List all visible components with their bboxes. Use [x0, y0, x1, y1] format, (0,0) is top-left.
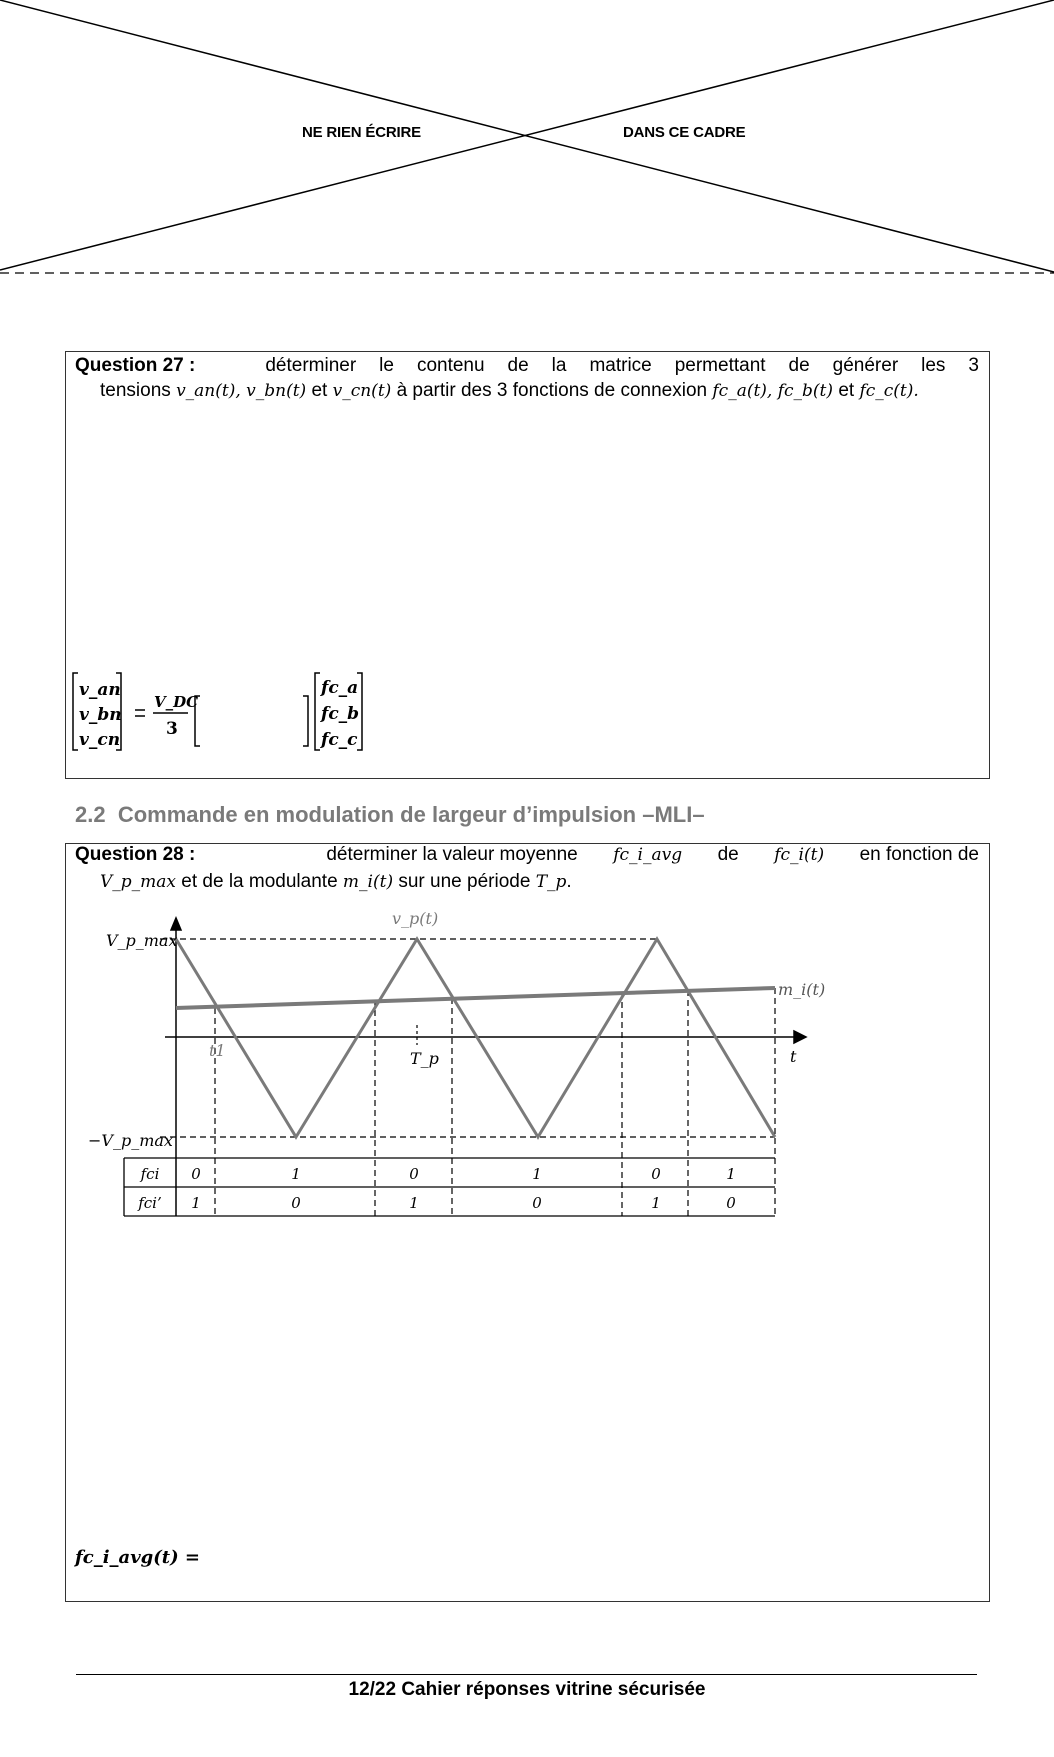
section-title: Commande en modulation de largeur d’impulsion –MLI– — [117, 802, 705, 827]
table-cell: 1 — [409, 1194, 419, 1212]
question-28-title: Question 28 : — [75, 844, 196, 865]
modulant-label: m_i(t) — [778, 980, 826, 999]
text: en fonction de — [859, 844, 979, 865]
t-label: t — [790, 1047, 797, 1066]
text: et — [838, 380, 855, 401]
carrier-label: v_p(t) — [392, 909, 439, 928]
matrix-lhs-2: v_cn — [79, 730, 121, 750]
math-fci: fc_i(t) — [774, 845, 825, 865]
vmax-label: V_p_max — [106, 931, 178, 950]
text: et — [311, 380, 328, 401]
matrix-rhs-0: fc_a — [321, 678, 359, 698]
text: sur une période — [398, 871, 531, 892]
text: à partir des 3 fonctions de connexion — [396, 380, 708, 401]
question-27-title: Question 27 : — [75, 355, 196, 376]
math-tp: T_p — [535, 872, 567, 892]
footer-rule — [76, 1674, 977, 1675]
math-fc-avg: fc_i_avg — [613, 845, 683, 865]
text: . — [566, 871, 572, 892]
question-27-text: déterminer le contenu de la matrice permettant de générer les 3 — [265, 355, 979, 376]
math-fcc: fc_c(t). — [859, 381, 919, 401]
math-van-vbn: v_an(t), v_bn(t) — [176, 381, 307, 401]
math-mi: m_i(t) — [342, 872, 394, 892]
matrix-denominator: 3 — [166, 719, 178, 739]
text: et de la modulante — [181, 871, 338, 892]
t-axis-arrow-icon — [794, 1031, 806, 1043]
matrix-numerator: V_DC — [154, 693, 199, 711]
table-row-label-fci: fci — [140, 1165, 160, 1183]
table-cell: 1 — [726, 1165, 736, 1183]
footer-page-label: 12/22 Cahier réponses vitrine sécurisée — [348, 1679, 706, 1700]
table-cell: 0 — [291, 1194, 301, 1212]
table-cell: 0 — [409, 1165, 419, 1183]
table-cell: 0 — [651, 1165, 661, 1183]
no-write-label-left: NE RIEN ÉCRIRE — [302, 124, 421, 141]
table-cell: 0 — [532, 1194, 542, 1212]
tp-label: T_p — [410, 1049, 439, 1068]
table-cell: 0 — [191, 1165, 201, 1183]
table-row-label-fci-prime: fci’ — [138, 1194, 162, 1212]
table-cell: 0 — [726, 1194, 736, 1212]
math-fca-fcb: fc_a(t), fc_b(t) — [712, 381, 834, 401]
switching-table — [124, 1158, 775, 1216]
matrix-lhs-0: v_an — [79, 680, 121, 700]
table-cell: 1 — [291, 1165, 301, 1183]
text: déterminer la valeur moyenne — [326, 844, 578, 865]
carrier-triangle-wave — [176, 939, 775, 1137]
t1-label: t1 — [209, 1041, 226, 1060]
matrix-rhs-1: fc_b — [321, 704, 360, 724]
table-cell: 1 — [532, 1165, 542, 1183]
no-write-label-right: DANS CE CADRE — [623, 124, 746, 141]
y-axis-arrow-icon — [171, 918, 181, 930]
matrix-lhs-1: v_bn — [79, 705, 122, 725]
modulant-line — [176, 988, 775, 1008]
matrix-rhs-2: fc_c — [321, 730, 358, 750]
answer-fc-avg-label: fc_i_avg(t) = — [75, 1547, 200, 1568]
text: tensions — [100, 380, 171, 401]
table-cell: 1 — [191, 1194, 201, 1212]
math-vcn: v_cn(t) — [332, 381, 392, 401]
text: de — [717, 844, 739, 865]
math-vpmax: V_p_max — [100, 872, 177, 892]
vmin-label: −V_p_max — [88, 1131, 173, 1150]
table-cell: 1 — [651, 1194, 661, 1212]
section-number: 2.2 — [75, 802, 106, 827]
